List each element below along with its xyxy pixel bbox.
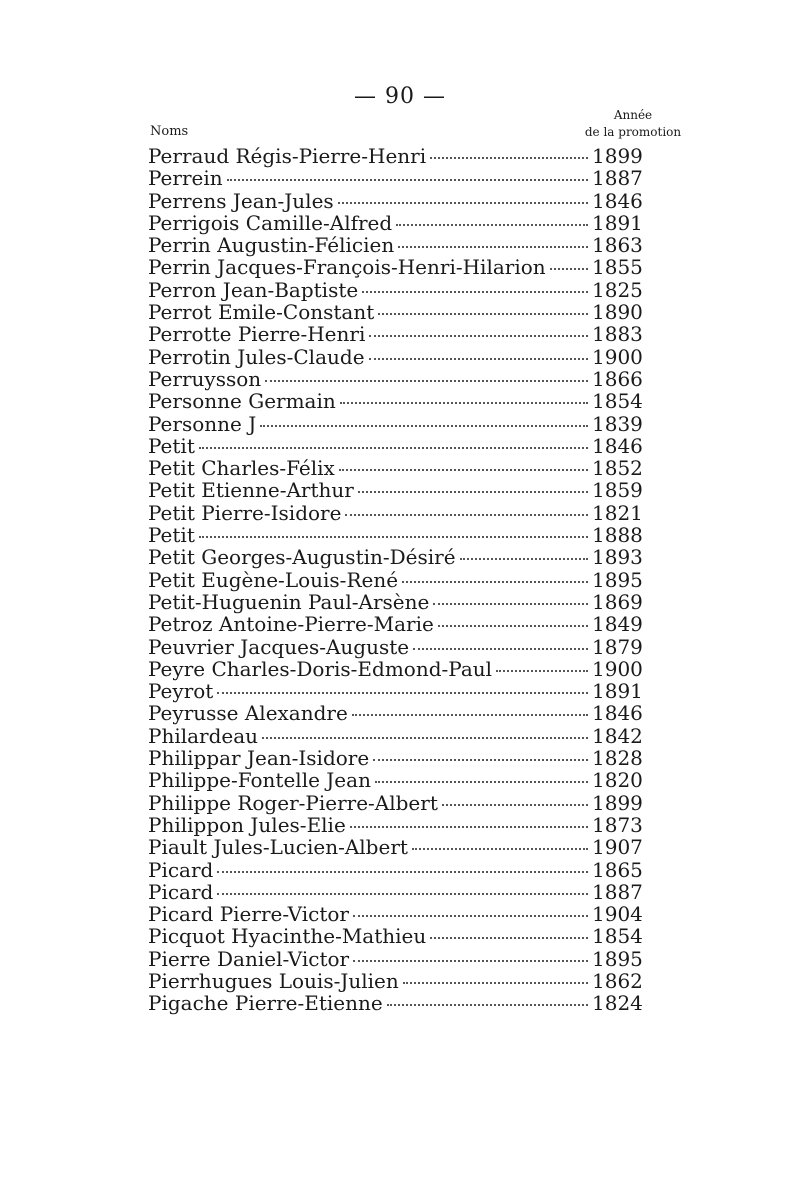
year-header-line1: Année bbox=[613, 108, 653, 122]
dot-leader bbox=[375, 781, 588, 783]
list-item bbox=[148, 546, 658, 568]
entry-year: 1907 bbox=[592, 835, 643, 860]
entry-year: 1893 bbox=[592, 545, 643, 570]
entry-name: Perrin Augustin-Félicien bbox=[148, 233, 395, 258]
dot-leader bbox=[433, 603, 588, 605]
entry-name: Pierre Daniel-Victor bbox=[148, 946, 350, 971]
list-item bbox=[148, 992, 658, 1014]
list-item bbox=[148, 836, 658, 858]
list-item bbox=[148, 301, 658, 323]
dot-leader bbox=[265, 380, 588, 382]
entry-name: Philardeau bbox=[148, 723, 259, 748]
list-item bbox=[148, 167, 658, 189]
entry-year: 1862 bbox=[592, 968, 643, 993]
list-item bbox=[148, 792, 658, 814]
entry-name: Petit bbox=[148, 523, 195, 548]
entry-year: 1887 bbox=[592, 879, 643, 904]
list-item bbox=[148, 970, 658, 992]
dot-leader bbox=[496, 670, 588, 672]
year-column-header bbox=[568, 107, 698, 141]
list-item bbox=[148, 346, 658, 368]
entry-name: Peyrusse Alexandre bbox=[148, 701, 348, 726]
list-item bbox=[148, 925, 658, 947]
list-item bbox=[148, 702, 658, 724]
entry-name: Perrens Jean-Jules bbox=[148, 188, 334, 213]
dot-leader bbox=[217, 871, 588, 873]
entry-year: 1828 bbox=[592, 746, 643, 771]
dot-leader bbox=[378, 313, 588, 315]
list-item bbox=[148, 859, 658, 881]
entry-year: 1883 bbox=[592, 322, 643, 347]
dot-leader bbox=[362, 291, 588, 293]
list-item bbox=[148, 145, 658, 167]
dot-leader bbox=[387, 1004, 588, 1006]
list-item bbox=[148, 279, 658, 301]
dot-leader bbox=[442, 804, 588, 806]
entry-name: Perrein bbox=[148, 166, 223, 191]
list-item bbox=[148, 323, 658, 345]
dot-leader bbox=[413, 648, 588, 650]
dot-leader bbox=[398, 246, 588, 248]
entry-year: 1854 bbox=[592, 389, 643, 414]
entry-name: Philippar Jean-Isidore bbox=[148, 746, 370, 771]
list-item bbox=[148, 881, 658, 903]
entry-year: 1888 bbox=[592, 523, 643, 548]
entry-name: Petit-Huguenin Paul-Arsène bbox=[148, 589, 430, 614]
entry-name: Perruysson bbox=[148, 366, 262, 391]
entry-name: Petit Georges-Augustin-Désiré bbox=[148, 545, 456, 570]
entry-year: 1891 bbox=[592, 679, 643, 704]
list-item bbox=[148, 569, 658, 591]
entry-name: Picquot Hyacinthe-Mathieu bbox=[148, 924, 427, 949]
entry-year: 1846 bbox=[592, 701, 643, 726]
dot-leader bbox=[260, 425, 588, 427]
list-item bbox=[148, 502, 658, 524]
dot-leader bbox=[550, 268, 588, 270]
entry-name: Pierrhugues Louis-Julien bbox=[148, 968, 399, 993]
dot-leader bbox=[345, 514, 588, 516]
entry-year: 1863 bbox=[592, 233, 643, 258]
entry-year: 1891 bbox=[592, 210, 643, 235]
list-item bbox=[148, 769, 658, 791]
list-item bbox=[148, 190, 658, 212]
entry-name: Peuvrier Jacques-Auguste bbox=[148, 634, 410, 659]
dot-leader bbox=[403, 982, 588, 984]
entry-year: 1846 bbox=[592, 433, 643, 458]
entry-name: Perrotte Pierre-Henri bbox=[148, 322, 366, 347]
entry-name: Perrigois Camille-Alfred bbox=[148, 210, 393, 235]
entry-name: Perrot Emile-Constant bbox=[148, 300, 375, 325]
page-number: — 90 — bbox=[354, 84, 446, 109]
entry-name: Perraud Régis-Pierre-Henri bbox=[148, 144, 427, 168]
dot-leader bbox=[352, 714, 588, 716]
list-item bbox=[148, 212, 658, 234]
list-item bbox=[148, 390, 658, 412]
list-item bbox=[148, 636, 658, 658]
entry-name: Petit bbox=[148, 433, 195, 458]
dot-leader bbox=[350, 826, 588, 828]
entry-name: Perrin Jacques-François-Henri-Hilarion bbox=[148, 255, 546, 280]
dot-leader bbox=[402, 581, 588, 583]
dot-leader bbox=[369, 335, 588, 337]
dot-leader bbox=[369, 358, 588, 360]
dot-leader bbox=[438, 625, 588, 627]
dot-leader bbox=[358, 491, 588, 493]
entry-year: 1846 bbox=[592, 188, 643, 213]
dot-leader bbox=[340, 402, 588, 404]
list-item bbox=[148, 435, 658, 457]
list-item bbox=[148, 680, 658, 702]
entry-year: 1899 bbox=[592, 790, 643, 815]
list-item bbox=[148, 903, 658, 925]
entry-year: 1904 bbox=[592, 902, 643, 927]
entry-year: 1859 bbox=[592, 478, 643, 503]
entry-name: Pigache Pierre-Etienne bbox=[148, 991, 383, 1016]
entry-name: Peyre Charles-Doris-Edmond-Paul bbox=[148, 656, 493, 681]
entry-year: 1824 bbox=[592, 991, 643, 1016]
entry-year: 1849 bbox=[592, 612, 643, 637]
entry-name: Petit Charles-Félix bbox=[148, 456, 335, 481]
names-column-header: Noms bbox=[150, 124, 189, 139]
list-item bbox=[148, 368, 658, 390]
dot-leader bbox=[430, 157, 588, 159]
list-item bbox=[148, 591, 658, 613]
entry-name: Peyrot bbox=[148, 679, 214, 704]
entry-name: Personne Germain bbox=[148, 389, 336, 414]
dot-leader bbox=[460, 558, 588, 560]
entry-year: 1900 bbox=[592, 344, 643, 369]
entry-name: Personne J bbox=[148, 411, 257, 436]
entry-year: 1899 bbox=[592, 144, 643, 168]
list-item bbox=[148, 413, 658, 435]
dot-leader bbox=[199, 447, 588, 449]
list-item bbox=[148, 457, 658, 479]
dot-leader bbox=[353, 915, 588, 917]
dot-leader bbox=[353, 960, 588, 962]
entry-name: Philippe-Fontelle Jean bbox=[148, 768, 371, 793]
entry-name: Picard Pierre-Victor bbox=[148, 902, 349, 927]
entry-year: 1854 bbox=[592, 924, 643, 949]
entry-year: 1887 bbox=[592, 166, 643, 191]
entry-year: 1879 bbox=[592, 634, 643, 659]
dot-leader bbox=[199, 536, 588, 538]
entry-year: 1895 bbox=[592, 946, 643, 971]
dot-leader bbox=[373, 759, 588, 761]
entry-name: Petit Etienne-Arthur bbox=[148, 478, 354, 503]
entry-name: Perron Jean-Baptiste bbox=[148, 277, 359, 302]
entry-year: 1890 bbox=[592, 300, 643, 325]
list-item bbox=[148, 256, 658, 278]
entry-year: 1866 bbox=[592, 366, 643, 391]
list-item bbox=[148, 725, 658, 747]
dot-leader bbox=[217, 893, 588, 895]
entry-year: 1842 bbox=[592, 723, 643, 748]
list-item bbox=[148, 747, 658, 769]
dot-leader bbox=[262, 737, 588, 739]
list-item bbox=[148, 613, 658, 635]
list-item bbox=[148, 479, 658, 501]
entry-name: Piault Jules-Lucien-Albert bbox=[148, 835, 408, 860]
dot-leader bbox=[430, 937, 588, 939]
entry-name: Petit Pierre-Isidore bbox=[148, 500, 342, 525]
entry-name: Philippe Roger-Pierre-Albert bbox=[148, 790, 438, 815]
list-item bbox=[148, 658, 658, 680]
dot-leader bbox=[217, 692, 588, 694]
list-item bbox=[148, 948, 658, 970]
entry-year: 1825 bbox=[592, 277, 643, 302]
dot-leader bbox=[412, 848, 588, 850]
entry-name: Picard bbox=[148, 857, 214, 882]
year-header-line2: de la promotion bbox=[584, 125, 682, 139]
dot-leader bbox=[339, 469, 588, 471]
entry-year: 1820 bbox=[592, 768, 643, 793]
dot-leader bbox=[338, 202, 588, 204]
entry-year: 1821 bbox=[592, 500, 643, 525]
entry-name: Petit Eugène-Louis-René bbox=[148, 567, 399, 592]
entry-name: Petroz Antoine-Pierre-Marie bbox=[148, 612, 434, 637]
entry-year: 1895 bbox=[592, 567, 643, 592]
dot-leader bbox=[227, 179, 588, 181]
dot-leader bbox=[396, 224, 588, 226]
list-item bbox=[148, 524, 658, 546]
entry-year: 1873 bbox=[592, 812, 643, 837]
entry-year: 1855 bbox=[592, 255, 643, 280]
entry-year: 1900 bbox=[592, 656, 643, 681]
entry-name: Perrotin Jules-Claude bbox=[148, 344, 365, 369]
list-item bbox=[148, 814, 658, 836]
name-list bbox=[148, 145, 658, 1015]
entry-year: 1852 bbox=[592, 456, 643, 481]
entry-year: 1865 bbox=[592, 857, 643, 882]
entry-name: Philippon Jules-Elie bbox=[148, 812, 346, 837]
entry-year: 1869 bbox=[592, 589, 643, 614]
list-item bbox=[148, 234, 658, 256]
entry-year: 1839 bbox=[592, 411, 643, 436]
entry-name: Picard bbox=[148, 879, 214, 904]
